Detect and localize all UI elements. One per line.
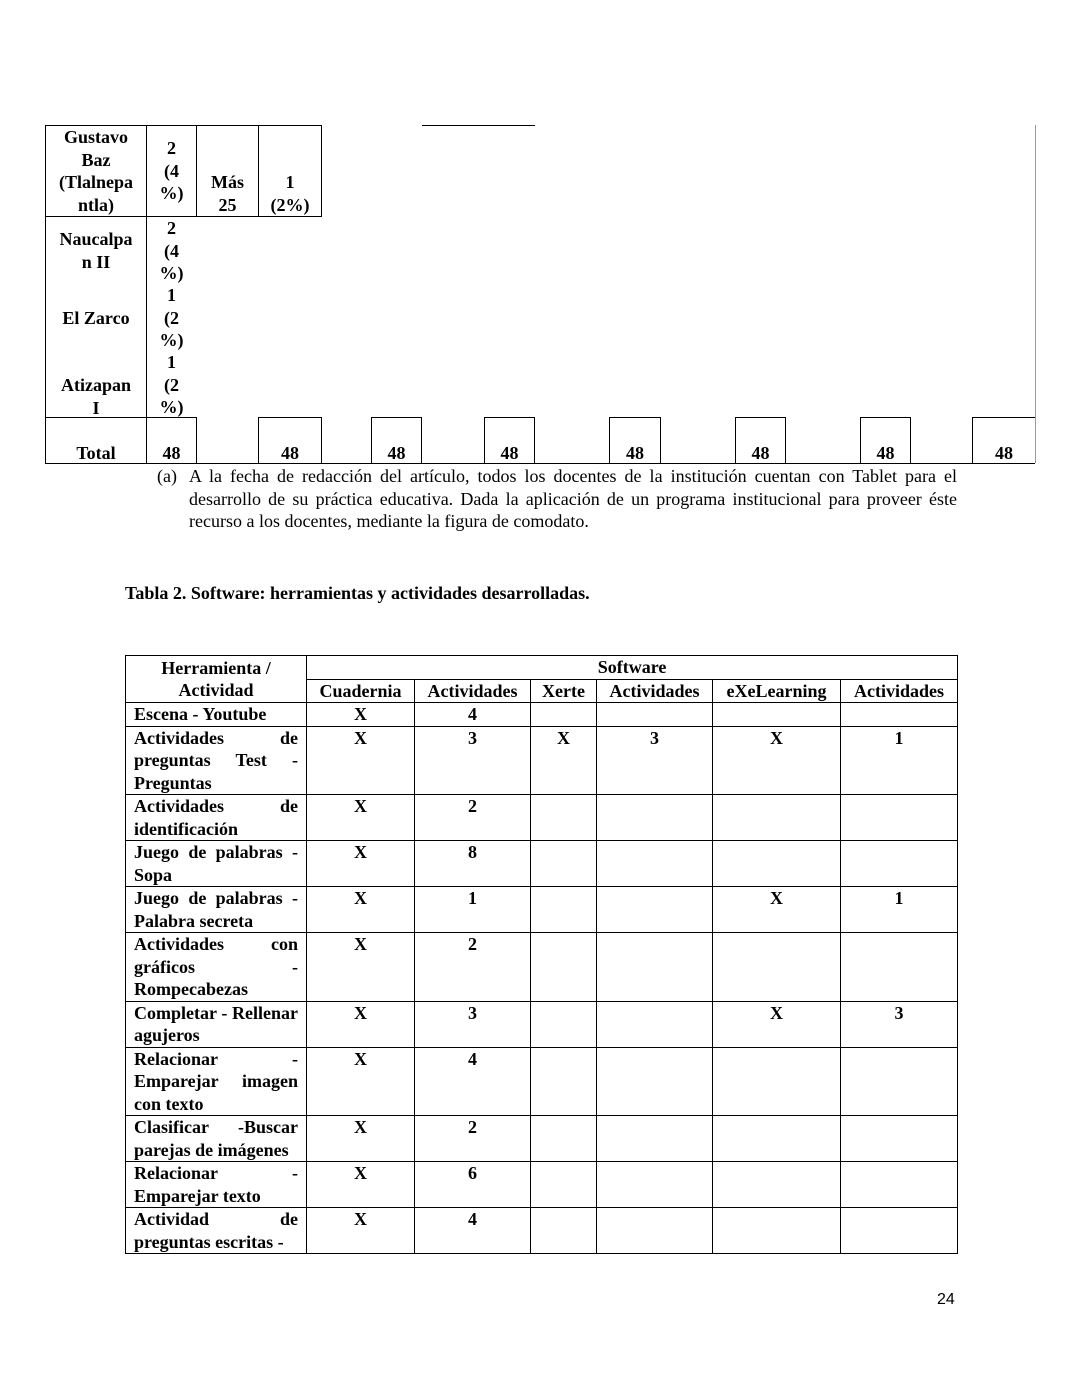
table1-row-name bbox=[46, 126, 146, 216]
line: %) bbox=[159, 263, 184, 283]
column-header: Actividades bbox=[597, 679, 713, 703]
table-cell: 4 bbox=[415, 1208, 531, 1254]
table-cell: 3 bbox=[415, 1001, 531, 1047]
col-border bbox=[321, 417, 322, 463]
table-cell bbox=[531, 841, 597, 887]
tool-name: Juego de palabras - Palabra secreta bbox=[126, 887, 307, 933]
line: Gustavo bbox=[63, 127, 128, 147]
total-label: Total bbox=[76, 443, 116, 463]
col-border bbox=[534, 417, 535, 463]
table1-row-count bbox=[147, 217, 196, 285]
table-cell: X bbox=[307, 1116, 415, 1162]
table-cell bbox=[597, 1208, 713, 1254]
table1-row-count bbox=[147, 351, 196, 419]
table-cell bbox=[531, 887, 597, 933]
total-value: 48 bbox=[995, 443, 1013, 463]
table-cell: X bbox=[307, 703, 415, 727]
table-cell: 2 bbox=[415, 933, 531, 1002]
table1-row-extra bbox=[259, 171, 321, 216]
tool-name: Escena - Youtube bbox=[126, 703, 307, 727]
row-border bbox=[860, 417, 911, 418]
tool-name: Actividades de preguntas Test - Preguntas bbox=[126, 726, 307, 795]
table-cell: X bbox=[307, 726, 415, 795]
table-cell bbox=[713, 1116, 841, 1162]
row-border bbox=[258, 417, 322, 418]
col-border bbox=[910, 417, 911, 463]
line: Atizapan bbox=[60, 375, 131, 395]
line: 1 bbox=[167, 352, 176, 372]
table-cell: X bbox=[307, 1208, 415, 1254]
tool-name: Actividades con gráficos - Rompecabezas bbox=[126, 933, 307, 1002]
line: %) bbox=[159, 330, 184, 350]
table-cell: X bbox=[307, 841, 415, 887]
table-cell: 3 bbox=[597, 726, 713, 795]
table-cell: 3 bbox=[841, 1001, 958, 1047]
top-rule bbox=[422, 125, 535, 126]
row-border bbox=[371, 417, 421, 418]
row-border bbox=[972, 417, 1035, 418]
table-cell bbox=[597, 795, 713, 841]
column-header: Cuadernia bbox=[307, 679, 415, 703]
footnote-label: (a) bbox=[157, 466, 177, 486]
line: 1 bbox=[167, 285, 176, 305]
table-cell: 4 bbox=[415, 703, 531, 727]
footnote-text: A la fecha de redacción del artículo, todos los docentes de la institución cuentan con Tablet para el desarrollo de su práctica educativa. Dada la aplicación de un programa institucional para proveer éste recurso a los docentes, mediante la figura de comodato. bbox=[189, 466, 957, 531]
table-cell bbox=[531, 1116, 597, 1162]
col-border bbox=[196, 417, 197, 463]
line: (2%) bbox=[270, 194, 310, 215]
line: I bbox=[92, 397, 100, 418]
table-cell bbox=[597, 841, 713, 887]
table-cell: X bbox=[713, 887, 841, 933]
col-border bbox=[660, 417, 661, 463]
table2-caption: Tabla 2. Software: herramientas y actividades desarrolladas. bbox=[125, 583, 590, 603]
line: n II bbox=[81, 251, 111, 272]
row-border bbox=[735, 417, 785, 418]
column-header: Xerte bbox=[531, 679, 597, 703]
table-cell bbox=[597, 933, 713, 1002]
table-cell bbox=[597, 887, 713, 933]
line: (4 bbox=[164, 160, 179, 181]
table-cell: X bbox=[307, 1001, 415, 1047]
table-row bbox=[126, 933, 958, 1002]
row-border bbox=[609, 417, 660, 418]
total-value: 48 bbox=[162, 443, 181, 463]
table-cell bbox=[713, 1162, 841, 1208]
tool-name: Clasificar -Buscar parejas de imágenes bbox=[126, 1116, 307, 1162]
table-cell bbox=[713, 933, 841, 1002]
table-cell bbox=[841, 1047, 958, 1116]
table-cell bbox=[597, 1162, 713, 1208]
line: (2 bbox=[164, 307, 179, 328]
table2 bbox=[125, 655, 958, 1254]
table-cell: X bbox=[307, 933, 415, 1002]
column-header: eXeLearning bbox=[713, 679, 841, 703]
table1-row-count bbox=[147, 137, 196, 205]
line: 25 bbox=[218, 194, 237, 215]
line: (2 bbox=[164, 374, 179, 395]
table-cell bbox=[597, 703, 713, 727]
table-cell: X bbox=[531, 726, 597, 795]
tool-name: Actividad de preguntas escritas - bbox=[126, 1208, 307, 1254]
table-cell: 6 bbox=[415, 1162, 531, 1208]
table-cell: X bbox=[307, 887, 415, 933]
table-row bbox=[126, 1208, 958, 1254]
line: Más bbox=[211, 172, 244, 192]
table-cell bbox=[713, 795, 841, 841]
col-border bbox=[321, 125, 322, 217]
line: (4 bbox=[164, 240, 179, 261]
table-cell bbox=[841, 841, 958, 887]
line: 1 bbox=[285, 172, 295, 192]
header-tool: Herramienta / Actividad bbox=[126, 656, 307, 703]
table-row bbox=[126, 1162, 958, 1208]
table-cell bbox=[531, 1162, 597, 1208]
tool-name: Completar - Rellenar agujeros bbox=[126, 1001, 307, 1047]
table-cell bbox=[841, 1116, 958, 1162]
table2-body bbox=[126, 656, 958, 1254]
total-value: 48 bbox=[876, 443, 895, 463]
table-cell bbox=[841, 933, 958, 1002]
table-cell bbox=[841, 1162, 958, 1208]
table-cell: X bbox=[713, 726, 841, 795]
table-row bbox=[126, 703, 958, 727]
table-row bbox=[126, 1047, 958, 1116]
table-cell: X bbox=[307, 1162, 415, 1208]
table-cell bbox=[531, 1001, 597, 1047]
table-cell bbox=[597, 1047, 713, 1116]
table1-row-extra bbox=[197, 171, 258, 216]
table-cell: X bbox=[713, 1001, 841, 1047]
table-cell bbox=[841, 1208, 958, 1254]
table-cell bbox=[597, 1116, 713, 1162]
line: El Zarco bbox=[62, 308, 130, 328]
line: ntla) bbox=[78, 194, 114, 215]
table-cell bbox=[531, 703, 597, 727]
table-cell bbox=[713, 1047, 841, 1116]
table-cell bbox=[531, 1047, 597, 1116]
line: (Tlalnepa bbox=[58, 172, 133, 192]
table-cell bbox=[713, 841, 841, 887]
total-value: 48 bbox=[626, 443, 644, 463]
table-cell: X bbox=[307, 795, 415, 841]
table-row bbox=[126, 887, 958, 933]
table-cell: 2 bbox=[415, 795, 531, 841]
table-cell bbox=[531, 933, 597, 1002]
tool-name: Juego de palabras - Sopa bbox=[126, 841, 307, 887]
table-cell bbox=[597, 1001, 713, 1047]
table-cell: 3 bbox=[415, 726, 531, 795]
total-value: 48 bbox=[751, 443, 770, 463]
table-cell: 4 bbox=[415, 1047, 531, 1116]
column-header: Actividades bbox=[841, 679, 958, 703]
line: 2 bbox=[167, 138, 176, 158]
tool-name: Actividades de identificación bbox=[126, 795, 307, 841]
col-border bbox=[421, 417, 422, 463]
tool-name: Relacionar - Emparejar texto bbox=[126, 1162, 307, 1208]
total-value: 48 bbox=[387, 443, 406, 463]
table-cell: X bbox=[307, 1047, 415, 1116]
table-cell bbox=[531, 1208, 597, 1254]
line: %) bbox=[159, 397, 184, 417]
table-cell bbox=[841, 703, 958, 727]
table-cell bbox=[713, 1208, 841, 1254]
total-value: 48 bbox=[281, 443, 299, 463]
table-cell: 1 bbox=[841, 726, 958, 795]
table-row bbox=[126, 1001, 958, 1047]
column-header: Actividades bbox=[415, 679, 531, 703]
line: Baz bbox=[81, 149, 111, 170]
tool-name: Relacionar - Emparejar imagen con texto bbox=[126, 1047, 307, 1116]
table-cell: 8 bbox=[415, 841, 531, 887]
table-cell: 1 bbox=[415, 887, 531, 933]
table-row bbox=[126, 841, 958, 887]
table1-row-name bbox=[46, 307, 146, 330]
line: Naucalpa bbox=[59, 229, 133, 249]
table-cell bbox=[531, 795, 597, 841]
table2-header-row bbox=[126, 656, 958, 680]
line: 2 bbox=[167, 218, 176, 238]
table1-row-name bbox=[46, 228, 146, 273]
table-row bbox=[126, 795, 958, 841]
total-value: 48 bbox=[500, 443, 519, 463]
table-row bbox=[126, 1116, 958, 1162]
header-software: Software bbox=[307, 656, 958, 680]
table1-row-count bbox=[147, 284, 196, 352]
table1-row-name bbox=[46, 374, 146, 419]
row-border bbox=[484, 417, 535, 418]
right-border bbox=[1035, 125, 1036, 463]
table-cell: 1 bbox=[841, 887, 958, 933]
table-cell bbox=[713, 703, 841, 727]
table-cell: 2 bbox=[415, 1116, 531, 1162]
line: %) bbox=[159, 183, 184, 203]
page-number: 24 bbox=[937, 1291, 955, 1308]
col-border bbox=[785, 417, 786, 463]
table-row bbox=[126, 726, 958, 795]
table-cell bbox=[841, 795, 958, 841]
